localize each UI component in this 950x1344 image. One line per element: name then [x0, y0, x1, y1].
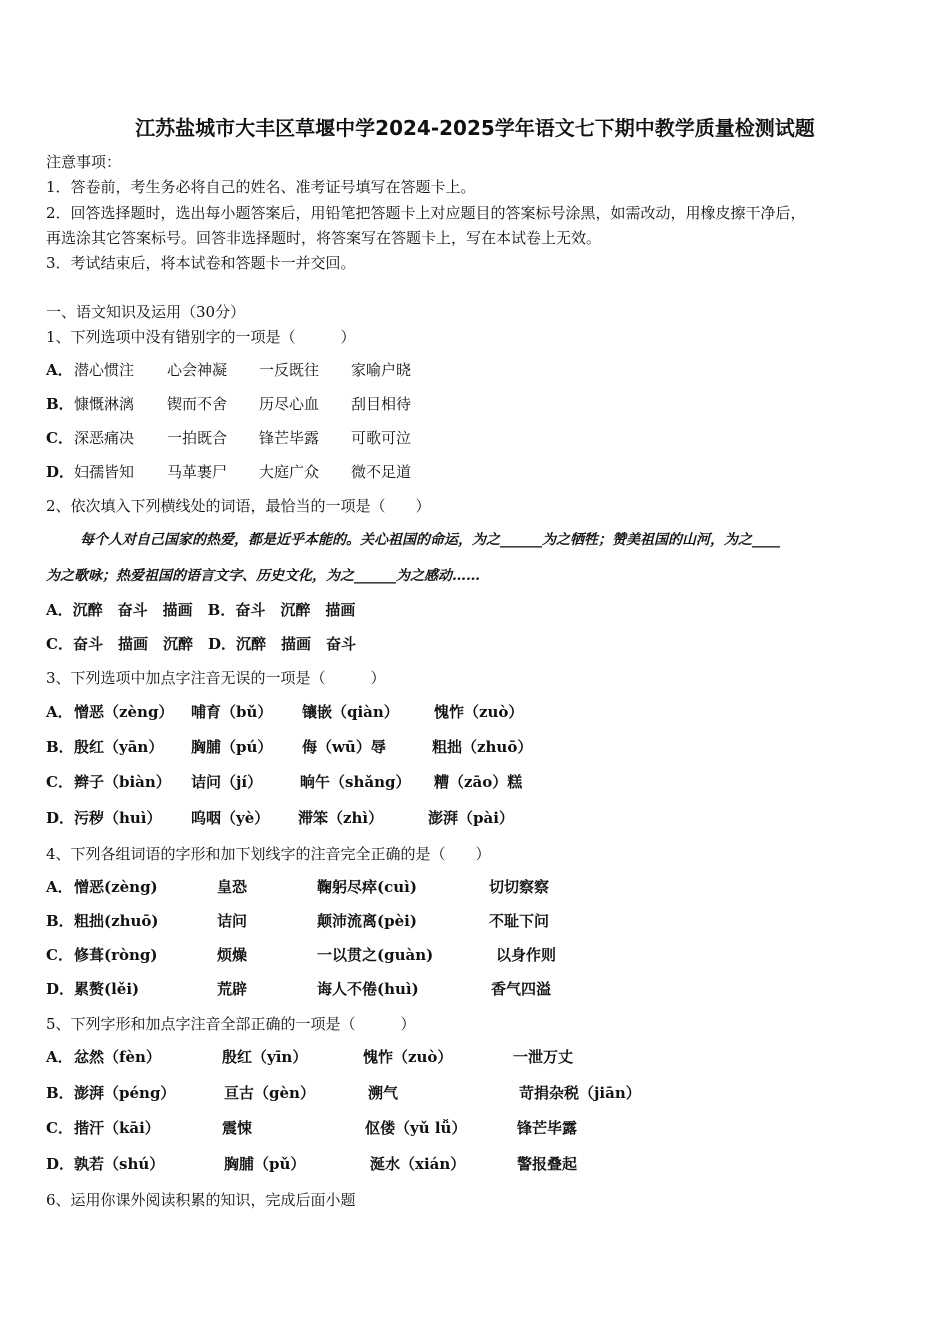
question-2-passage-line-2: 为之歌咏；热爱祖国的语言文字、历史文化，为之______为之感动……: [46, 568, 480, 584]
question-2-options-ab: A．沉醉 奋斗 描画 B．奋斗 沉醉 描画: [46, 601, 356, 619]
document-page: 江苏盐城市大丰区草堰中学2024-2025学年语文七下期中教学质量检测试题 注意事项： 1．答卷前，考生务必将自己的姓名、准考证号填写在答题卡上。 2．回答选择题时，选出每小题答案后，用铅笔把答题卡上对应题目的答案标号涂黑，如需改动，用橡皮擦干净后， 再选涂其它答案标号。回答非选择题时，将答案写在答题卡上，写在本试卷上无效。 3．考试结束后，将本试卷和答题卡一并交回。 一、语文知识及运用（30分） 1、下列选项中没有错别字的一项是（ ） A． 潜心惯注 心会神凝 一反既往 家喻户晓 B． 慷慨淋漓 锲而不舍 历尽心血 刮目相待 C． 深恶痛决 一拍既合 锋芒毕露 可歌可泣 D． 妇孺皆知 马革裹尸 大庭广众 微不足道 2、依次填入下列横线处的词语，最恰当的一项是（ ） 每个人对自己国家的热爱，都是近乎本能的。关心祖国的命运，为之______为之牺牲；赞美祖国的山河，为之____ 为之歌咏；热爱祖国的语言文字、历史文化，为之______为之感动…… A．沉醉 奋斗 描画 B．奋斗 沉醉 描画 C．奋斗 描画 沉醉 D．沉醉 描画 奋斗 3、下列选项中加点字注音无误的一项是（ ） A． 憎恶（zèng） 哺育（bǔ） 镶嵌（qiàn） 愧怍（zuò） B． 殷红（yān） 胸脯（pú） 侮（wū）辱 粗拙（zhuō） C． 辫子（biàn） 诘问（jí） 晌午（shǎng） 糟（zāo）糕 D． 污秽（huì） 呜咽（yè） 滞笨（zhì） 澎湃（pài） 4、下列各组词语的字形和加下划线字的注音完全正确的是（ ） A． 憎恶(zèng) 皇恐 鞠躬尽瘁(cuì) 切切察察 B． 粗拙(zhuō) 诘问 颠沛流离(pèi) 不耻下问 C． 修葺(ròng) 烦燥 一以贯之(guàn) 以身作则 D． 累赘(lěi) 荒辟 诲人不倦(huì) 香气四溢 5、下列字形和加点字注音全部正确的一项是（ ） A． 忿然（fèn） 殷红（yīn） 愧怍（zuò） 一泄万丈 B． 澎湃（péng） 亘古（gèn） 溯气 苛捐杂税（jiān） C． 揩汗（kāi） 震悚 伛偻（yǔ lǚ） 锋芒毕露 D． 孰若（shú） 胸脯（pǔ） 涎水（xián） 警报叠起 6、运用你课外阅读积累的知识，完成后面小题: [0, 0, 950, 1344]
question-6-stem: 6、运用你课外阅读积累的知识，完成后面小题: [46, 1191, 356, 1209]
section-heading: 一、语文知识及运用（30分）: [46, 303, 246, 321]
notice-line-2b: 再选涂其它答案标号。回答非选择题时，将答案写在答题卡上，写在本试卷上无效。: [46, 229, 602, 247]
question-2-stem: 2、依次填入下列横线处的词语，最恰当的一项是（ ）: [46, 497, 431, 515]
question-3-stem: 3、下列选项中加点字注音无误的一项是（ ）: [46, 669, 386, 687]
page-title: 江苏盐城市大丰区草堰中学2024-2025学年语文七下期中教学质量检测试题: [135, 116, 815, 140]
notice-heading: 注意事项：: [46, 153, 122, 171]
notice-line-3: 3．考试结束后，将本试卷和答题卡一并交回。: [46, 254, 356, 272]
question-5-stem: 5、下列字形和加点字注音全部正确的一项是（ ）: [46, 1015, 416, 1033]
question-2-passage-line-1: 每个人对自己国家的热爱，都是近乎本能的。关心祖国的命运，为之______为之牺牲；赞美祖国的山河，为之____: [80, 532, 780, 548]
question-2-options-cd: C．奋斗 描画 沉醉 D．沉醉 描画 奋斗: [46, 635, 356, 653]
notice-line-2a: 2．回答选择题时，选出每小题答案后，用铅笔把答题卡上对应题目的答案标号涂黑，如需改动，用橡皮擦干净后，: [46, 204, 806, 222]
question-1-stem: 1、下列选项中没有错别字的一项是（ ）: [46, 328, 356, 346]
notice-line-1: 1．答卷前，考生务必将自己的姓名、准考证号填写在答题卡上。: [46, 178, 476, 196]
question-4-stem: 4、下列各组词语的字形和加下划线字的注音完全正确的是（ ）: [46, 845, 491, 863]
